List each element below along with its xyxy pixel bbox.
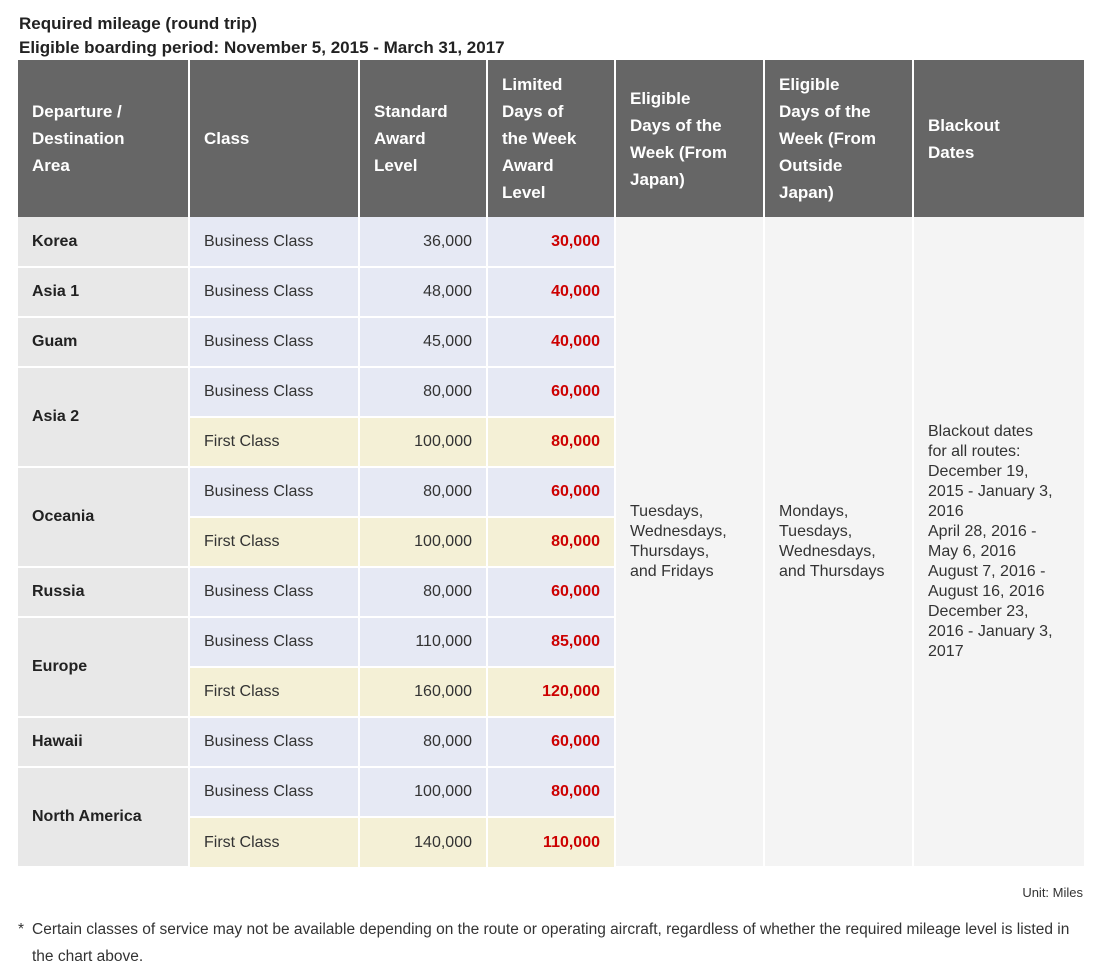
- text-line: 2016: [928, 502, 964, 520]
- text-line: May 6, 2016: [928, 542, 1017, 560]
- class-cell: Business Class: [189, 367, 359, 417]
- limited-level-cell: 60,000: [487, 717, 615, 767]
- class-cell: First Class: [189, 517, 359, 567]
- text-line: Departure /: [32, 102, 122, 121]
- header-days-from-outside-japan: [764, 60, 913, 217]
- class-cell: First Class: [189, 817, 359, 867]
- footnote-text: Certain classes of service may not be available depending on the route or operating aircraft, regardless of whether the required mileage level is listed in the chart above.: [32, 921, 1070, 965]
- standard-level-cell: 80,000: [359, 567, 487, 617]
- text-line: and Fridays: [630, 562, 714, 580]
- text-line: Area: [32, 156, 70, 175]
- standard-level-cell: 140,000: [359, 817, 487, 867]
- header-blackout-dates: [913, 60, 1084, 217]
- text-line: Thursdays,: [630, 542, 710, 560]
- limited-level-cell: 60,000: [487, 367, 615, 417]
- area-cell: Korea: [18, 217, 189, 267]
- text-line: Standard: [374, 102, 448, 121]
- text-line: Class: [204, 129, 250, 148]
- standard-level-cell: 48,000: [359, 267, 487, 317]
- text-line: December 23,: [928, 602, 1029, 620]
- text-line: Outside: [779, 156, 843, 175]
- days-from-japan-cell: [615, 217, 764, 867]
- limited-level-cell: 120,000: [487, 667, 615, 717]
- standard-level-cell: 160,000: [359, 667, 487, 717]
- text-line: Days of: [502, 102, 564, 121]
- class-cell: Business Class: [189, 767, 359, 817]
- text-line: Tuesdays,: [630, 502, 704, 520]
- text-line: Level: [374, 156, 418, 175]
- text-line: the Week: [502, 129, 577, 148]
- title-required-mileage: Required mileage (round trip): [19, 14, 258, 33]
- limited-level-cell: 40,000: [487, 267, 615, 317]
- text-line: Days of the: [779, 102, 871, 121]
- text-line: Eligible: [630, 88, 691, 108]
- class-cell: Business Class: [189, 217, 359, 267]
- limited-level-cell: 60,000: [487, 567, 615, 617]
- limited-level-cell: 110,000: [487, 817, 615, 867]
- text-line: Mondays,: [779, 502, 849, 520]
- area-cell: Guam: [18, 317, 189, 367]
- text-line: Tuesdays,: [779, 522, 853, 540]
- standard-level-cell: 80,000: [359, 367, 487, 417]
- area-cell: Hawaii: [18, 717, 189, 767]
- limited-level-cell: 30,000: [487, 217, 615, 267]
- text-line: August 7, 2016 -: [928, 562, 1046, 580]
- limited-level-cell: 85,000: [487, 617, 615, 667]
- standard-level-cell: 100,000: [359, 517, 487, 567]
- text-line: April 28, 2016 -: [928, 522, 1037, 540]
- footnote: [18, 916, 1078, 970]
- text-line: Wednesdays,: [779, 542, 876, 560]
- text-line: Blackout: [928, 115, 1000, 135]
- text-line: Week (From: [779, 129, 876, 148]
- text-line: 2015 - January 3,: [928, 482, 1053, 500]
- blackout-dates-cell: [913, 217, 1084, 867]
- text-line: 2016 - January 3,: [928, 622, 1053, 640]
- text-line: Award: [374, 129, 426, 148]
- limited-level-cell: 80,000: [487, 767, 615, 817]
- footnote-marker: *: [18, 921, 25, 938]
- unit-label: Unit: Miles: [1022, 885, 1083, 900]
- area-cell: Europe: [18, 617, 189, 717]
- class-cell: Business Class: [189, 567, 359, 617]
- text-line: Blackout dates: [928, 422, 1033, 440]
- limited-level-cell: 60,000: [487, 467, 615, 517]
- standard-level-cell: 80,000: [359, 717, 487, 767]
- text-line: Eligible: [779, 75, 840, 94]
- class-cell: Business Class: [189, 467, 359, 517]
- text-line: Dates: [928, 142, 975, 162]
- header-class: [189, 60, 359, 217]
- area-cell: Oceania: [18, 467, 189, 567]
- text-line: Week (From: [630, 142, 727, 162]
- text-line: Wednesdays,: [630, 522, 727, 540]
- limited-level-cell: 80,000: [487, 517, 615, 567]
- text-line: Days of the: [630, 115, 722, 135]
- text-line: and Thursdays: [779, 562, 885, 580]
- standard-level-cell: 110,000: [359, 617, 487, 667]
- text-line: 2017: [928, 642, 964, 660]
- table-row: [18, 217, 1084, 267]
- area-cell: Russia: [18, 567, 189, 617]
- area-cell: Asia 2: [18, 367, 189, 467]
- class-cell: First Class: [189, 667, 359, 717]
- limited-level-cell: 80,000: [487, 417, 615, 467]
- standard-level-cell: 100,000: [359, 767, 487, 817]
- text-line: for all routes:: [928, 442, 1021, 460]
- class-cell: Business Class: [189, 267, 359, 317]
- class-cell: First Class: [189, 417, 359, 467]
- text-line: Japan): [779, 183, 834, 202]
- standard-level-cell: 45,000: [359, 317, 487, 367]
- text-line: December 19,: [928, 462, 1029, 480]
- award-mileage-table: [18, 60, 1084, 868]
- header-days-from-japan: [615, 60, 764, 217]
- class-cell: Business Class: [189, 617, 359, 667]
- standard-level-cell: 80,000: [359, 467, 487, 517]
- standard-level-cell: 100,000: [359, 417, 487, 467]
- text-line: Japan): [630, 169, 685, 189]
- text-line: Level: [502, 183, 546, 202]
- text-line: Destination: [32, 129, 125, 148]
- area-cell: Asia 1: [18, 267, 189, 317]
- header-limited-award: [487, 60, 615, 217]
- class-cell: Business Class: [189, 717, 359, 767]
- header-standard-award: [359, 60, 487, 217]
- eligible-boarding-period: Eligible boarding period: November 5, 2015 - March 31, 2017: [19, 38, 505, 57]
- limited-level-cell: 40,000: [487, 317, 615, 367]
- text-line: Limited: [502, 75, 563, 94]
- class-cell: Business Class: [189, 317, 359, 367]
- text-line: August 16, 2016: [928, 582, 1045, 600]
- standard-level-cell: 36,000: [359, 217, 487, 267]
- days-from-outside-japan-cell: [764, 217, 913, 867]
- area-cell: North America: [18, 767, 189, 867]
- header-area: [18, 60, 189, 217]
- header-row: [18, 60, 1084, 217]
- text-line: Award: [502, 156, 554, 175]
